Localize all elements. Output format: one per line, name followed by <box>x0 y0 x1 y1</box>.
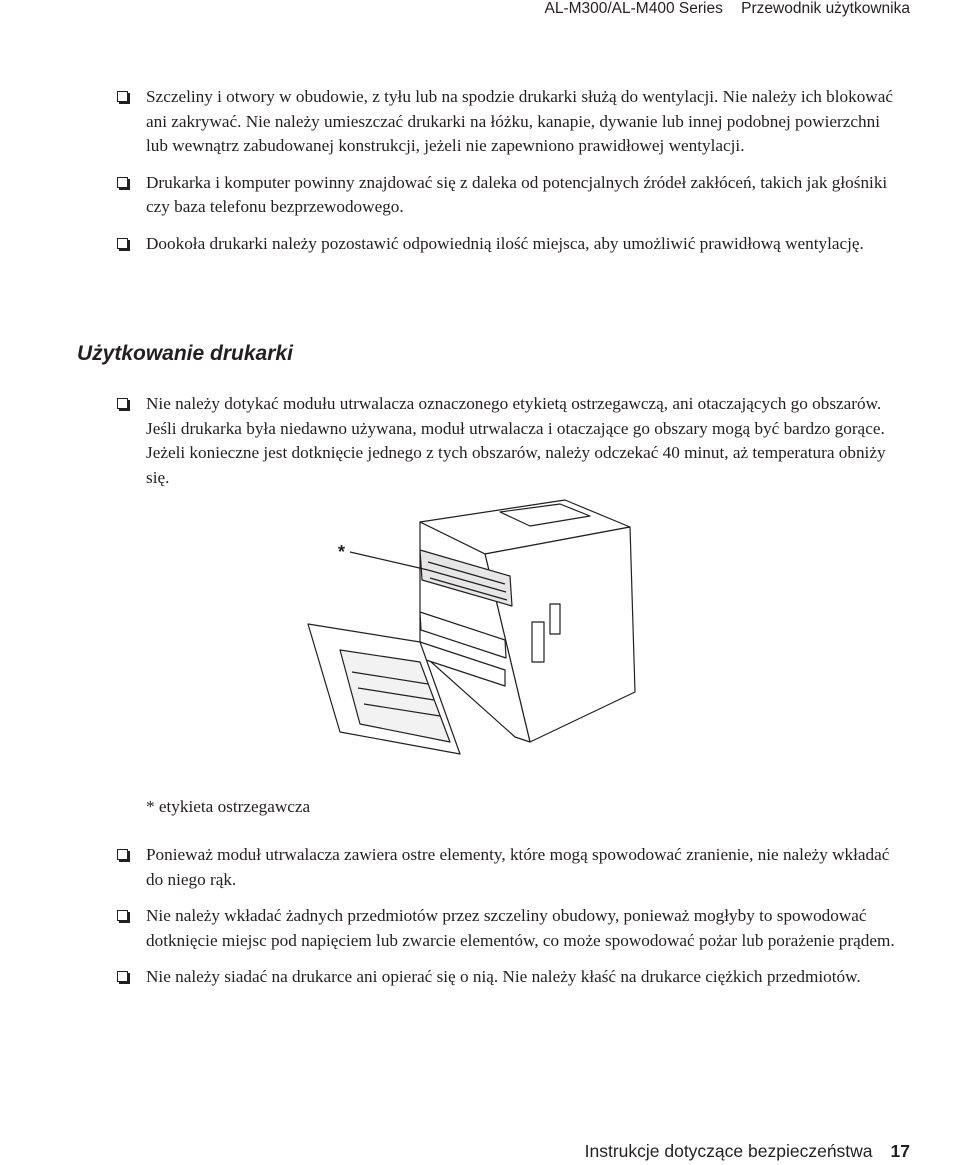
footer-section-title: Instrukcje dotyczące bezpieczeństwa <box>584 1141 873 1161</box>
list-item <box>0 965 960 990</box>
figure-caption: * etykieta ostrzegawcza <box>146 797 311 816</box>
header-series: AL-M300/AL-M400 Series <box>544 0 723 17</box>
list-item <box>0 843 960 892</box>
page-footer <box>585 1141 910 1162</box>
section-title: Użytkowanie drukarki <box>77 342 293 365</box>
bullet-text: Dookoła drukarki należy pozostawić odpowiednią ilość miejsca, aby umożliwić prawidłową wentylację. <box>146 233 864 253</box>
checkbox-bullet-icon <box>117 971 128 982</box>
list-item <box>0 904 960 953</box>
checkbox-bullet-icon <box>117 849 128 860</box>
checkbox-bullet-icon <box>117 910 128 921</box>
label-leader-line <box>350 552 428 570</box>
bullet-text: Nie należy wkładać żadnych przedmiotów przez szczeliny obudowy, ponieważ mogłyby to spowodować dotknięcie miejsc pod napięciem lub zwarcie elementów, co może spowodować pożar lub porażenie prądem. <box>146 906 895 950</box>
interface-port-icon <box>532 622 544 662</box>
bullet-text: Drukarka i komputer powinny znajdować się z daleka od potencjalnych źródeł zakłóceń, takich jak głośniki czy baza telefonu bezprzewodowego. <box>146 172 888 216</box>
list-item <box>0 232 960 257</box>
list-item <box>0 171 960 220</box>
printer-fuser-illustration <box>300 492 660 772</box>
list-item <box>0 85 960 159</box>
printer-illustration-svg <box>300 492 660 772</box>
page-number: 17 <box>890 1141 910 1161</box>
bullet-text: Nie należy siadać na drukarce ani opierać się o nią. Nie należy kłaść na drukarce ciężkich przedmiotów. <box>146 967 861 986</box>
checkbox-bullet-icon <box>117 398 128 409</box>
bullet-text: Ponieważ moduł utrwalacza zawiera ostre elementy, które mogą spowodować zranienie, nie należy wkładać do niego rąk. <box>146 845 890 889</box>
checkbox-bullet-icon <box>117 91 128 102</box>
interface-port-icon <box>550 604 560 634</box>
bullet-list-mid <box>0 392 960 490</box>
checkbox-bullet-icon <box>117 177 128 188</box>
page-header <box>530 0 910 20</box>
bullet-text: Nie należy dotykać modułu utrwalacza oznaczonego etykietą ostrzegawczą, ani otaczających go obszarów. Jeśli drukarka była niedawno używana, moduł utrwalacza i otaczające go obszary mogą być bardzo gorące. Jeżeli konieczne jest dotknięcie jednego z tych obszarów, należy odczekać 40 minut, aż temperatura obniży się. <box>146 394 886 487</box>
bullet-text: Szczeliny i otwory w obudowie, z tyłu lub na spodzie drukarki służą do wentylacji. Nie należy ich blokować ani zakrywać. Nie należy umieszczać drukarki na łóżku, kanapie, dywanie lub innej podobnej powierzchni lub wewnątrz zabudowanej konstrukcji, jeżeli nie zapewniono prawidłowej wentylacji. <box>146 87 893 155</box>
warning-marker: * <box>338 542 346 562</box>
list-item <box>0 392 960 490</box>
checkbox-bullet-icon <box>117 238 128 249</box>
header-guide-title: Przewodnik użytkownika <box>741 0 910 17</box>
bullet-list-bottom <box>0 843 960 990</box>
bullet-list-top <box>0 85 960 256</box>
